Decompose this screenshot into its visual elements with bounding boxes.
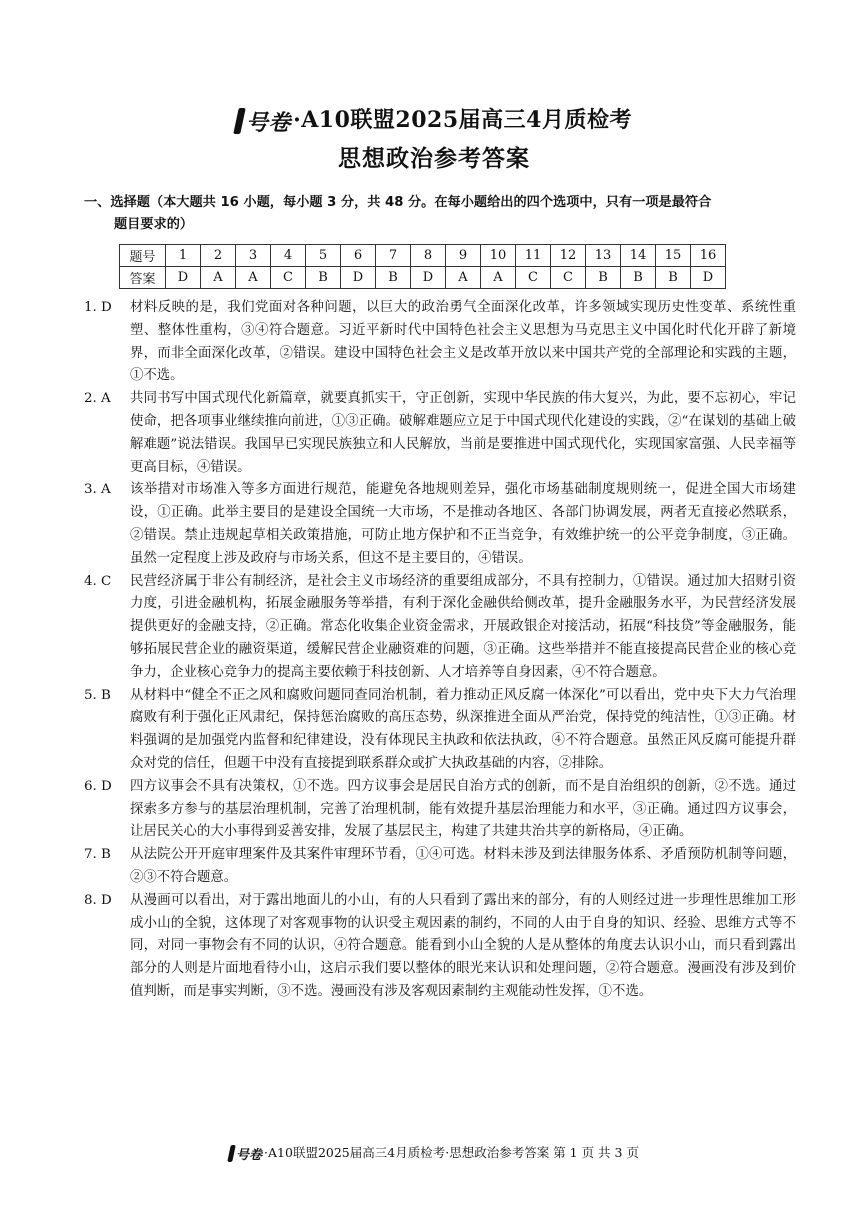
explanation-item [84, 571, 796, 685]
item-text: 从法院公开开庭审理案件及其案件审理环节看，①④可选。材料未涉及到法律服务体系、矛盾预防机制等问题，②③不符合题意。 [130, 847, 796, 885]
answer-table-number-row [120, 245, 726, 267]
question-number-cell: 13 [586, 245, 621, 267]
explanation-item [84, 479, 796, 570]
answer-cell: D [341, 267, 376, 289]
item-number: 7. B [84, 847, 111, 863]
document-subtitle: 思想政治参考答案 [338, 145, 530, 172]
logo-text: 号卷 [246, 109, 292, 136]
question-number-cell: 3 [236, 245, 271, 267]
item-number: 2. A [84, 391, 111, 407]
explanation-item [84, 297, 796, 388]
brush-stroke-icon [227, 1145, 236, 1162]
question-number-cell: 4 [271, 245, 306, 267]
answer-cell: A [201, 267, 236, 289]
answer-cell: C [516, 267, 551, 289]
item-number: 4. C [84, 573, 112, 589]
answer-cell: B [586, 267, 621, 289]
answer-cell: D [166, 267, 201, 289]
document-title [0, 103, 868, 137]
answer-cell: A [446, 267, 481, 289]
answer-cell: D [411, 267, 446, 289]
question-number-cell: 14 [621, 245, 656, 267]
answer-table-answer-row [120, 267, 726, 289]
question-number-cell: 9 [446, 245, 481, 267]
section-heading-line: 一、选择题（本大题共 16 小题，每小题 3 分，共 48 分。在每小题给出的四个选项中，只有一项是最符合 [84, 195, 712, 210]
explanation-item [84, 776, 796, 844]
section-heading [84, 192, 794, 236]
item-number: 6. D [84, 778, 112, 794]
item-text: 民营经济属于非公有制经济，是社会主义市场经济的重要组成部分，不具有控制力，①错误。通过加大招财引资力度，引进金融机构，拓展金融服务等举措，有利于深化金融供给侧改革，提升金融服务水平，为民营经济发展提供更好的金融支持，②正确。常态化收集企业资金需求，开展政银企对接活动，拓展“科技贷”等金融服务，能够拓展民营企业的融资渠道，缓解民营企业融资难的问题，③正确。这些举措并不能直接提高民营企业的核心竞争力，企业核心竞争力的提高主要依赖于科技创新、人才培养等自身因素，④不符合题意。 [130, 573, 796, 680]
explanation-item [84, 890, 796, 1004]
item-text: 四方议事会不具有决策权，①不选。四方议事会是居民自治方式的创新，而不是自治组织的创新，②不选。通过探索多方参与的基层治理机制，完善了治理机制，能有效提升基层治理能力和水平，③正确。通过四方议事会，让居民关心的大小事得到妥善安排，发展了基层民主，构建了共建共治共享的新格局，④正确。 [130, 778, 796, 840]
footer-brand-logo [229, 1144, 262, 1163]
brush-stroke-icon [233, 108, 246, 134]
question-number-cell: 6 [341, 245, 376, 267]
answer-cell: D [691, 267, 726, 289]
answer-cell: B [306, 267, 341, 289]
question-number-cell: 8 [411, 245, 446, 267]
item-text: 从材料中“健全不正之风和腐败问题同查同治机制，着力推动正风反腐一体深化”可以看出，党中央下大力气治理腐败有利于强化正风肃纪，保持惩治腐败的高压态势，纵深推进全面从严治党，保持党的纯洁性，①③正确。材料强调的是加强党内监督和纪律建设，没有体现民主执政和依法执政，④不符合题意。虽然正风反腐可能提升群众对党的信任，但题干中没有直接提到联系群众或扩大执政基础的内容，②排除。 [130, 687, 796, 771]
item-text: 材料反映的是，我们党面对各种问题，以巨大的政治勇气全面深化改革，许多领域实现历史性变革、系统性重塑、整体性重构，③④符合题意。习近平新时代中国特色社会主义思想为马克思主义中国化时代化开辟了新境界，而非全面深化改革，②错误。建设中国特色社会主义是改革开放以来中国共产党的全部理论和实践的主题，①不选。 [130, 300, 796, 384]
answer-cell: C [271, 267, 306, 289]
table-header-cell: 答案 [120, 267, 166, 289]
question-number-cell: 15 [656, 245, 691, 267]
explanation-item [84, 685, 796, 776]
answer-cell: C [551, 267, 586, 289]
footer-logo-text: 号卷 [236, 1148, 263, 1163]
question-number-cell: 10 [481, 245, 516, 267]
question-number-cell: 2 [201, 245, 236, 267]
table-header-cell: 题号 [120, 245, 166, 267]
page-footer [0, 1143, 868, 1163]
answer-cell: A [481, 267, 516, 289]
question-number-cell: 7 [376, 245, 411, 267]
item-number: 1. D [84, 300, 112, 315]
item-number: 8. D [84, 892, 112, 908]
answer-cell: B [376, 267, 411, 289]
answer-cell: B [656, 267, 691, 289]
answer-table [119, 244, 726, 289]
question-number-cell: 12 [551, 245, 586, 267]
explanation-item [84, 844, 796, 890]
answer-cell: A [236, 267, 271, 289]
section-heading-cont: 题目要求的） [114, 217, 194, 232]
item-text: 共同书写中国式现代化新篇章，就要真抓实干，守正创新，实现中华民族的伟大复兴，为此，要不忘初心，牢记使命，把各项事业继续推向前进，①③正确。破解难题应立足于中国式现代化建设的实践，②“在谋划的基础上破解难题”说法错误。我国早已实现民族独立和人民解放，当前是要推进中国式现代化，实现国家富强、人民幸福等更高目标，④错误。 [130, 391, 796, 475]
exam-brand-logo [236, 106, 291, 137]
item-number: 5. B [84, 687, 111, 703]
explanation-item [84, 388, 796, 479]
title-line-1: ·A10联盟2025届高三4月质检考 [293, 107, 632, 133]
question-number-cell: 16 [691, 245, 726, 267]
question-number-cell: 1 [166, 245, 201, 267]
answer-explanations [84, 297, 796, 1004]
question-number-cell: 5 [306, 245, 341, 267]
item-text: 该举措对市场准入等多方面进行规范，能避免各地规则差异，强化市场基础制度规则统一，促进全国大市场建设，①正确。此举主要目的是建设全国统一大市场，不是推动各地区、各部门协调发展，两者无直接必然联系，②错误。禁止违规起草相关政策措施，可防止地方保护和不正当竞争，有效维护统一的公平竞争制度，③正确。虽然一定程度上涉及政府与市场关系，但这不是主要目的，④错误。 [130, 482, 796, 566]
question-number-cell: 11 [516, 245, 551, 267]
answer-cell: B [621, 267, 656, 289]
item-text: 从漫画可以看出，对于露出地面儿的小山，有的人只看到了露出来的部分，有的人则经过进一步理性思维加工形成小山的全貌，这体现了对客观事物的认识受主观因素的制约，不同的人由于自身的知识、经验、思维方式等不同，对同一事物会有不同的认识，④符合题意。能看到小山全貌的人是从整体的角度去认识小山，而只看到露出部分的人则是片面地看待小山，这启示我们要以整体的眼光来认识和处理问题，②符合题意。漫画没有涉及到价值判断，而是事实判断，③不选。漫画没有涉及客观因素制约主观能动性发挥，①不选。 [130, 892, 796, 999]
footer-text: ·A10联盟2025届高三4月质检考·思想政治参考答案 第 1 页 共 3 页 [264, 1145, 639, 1160]
item-number: 3. A [84, 482, 111, 498]
